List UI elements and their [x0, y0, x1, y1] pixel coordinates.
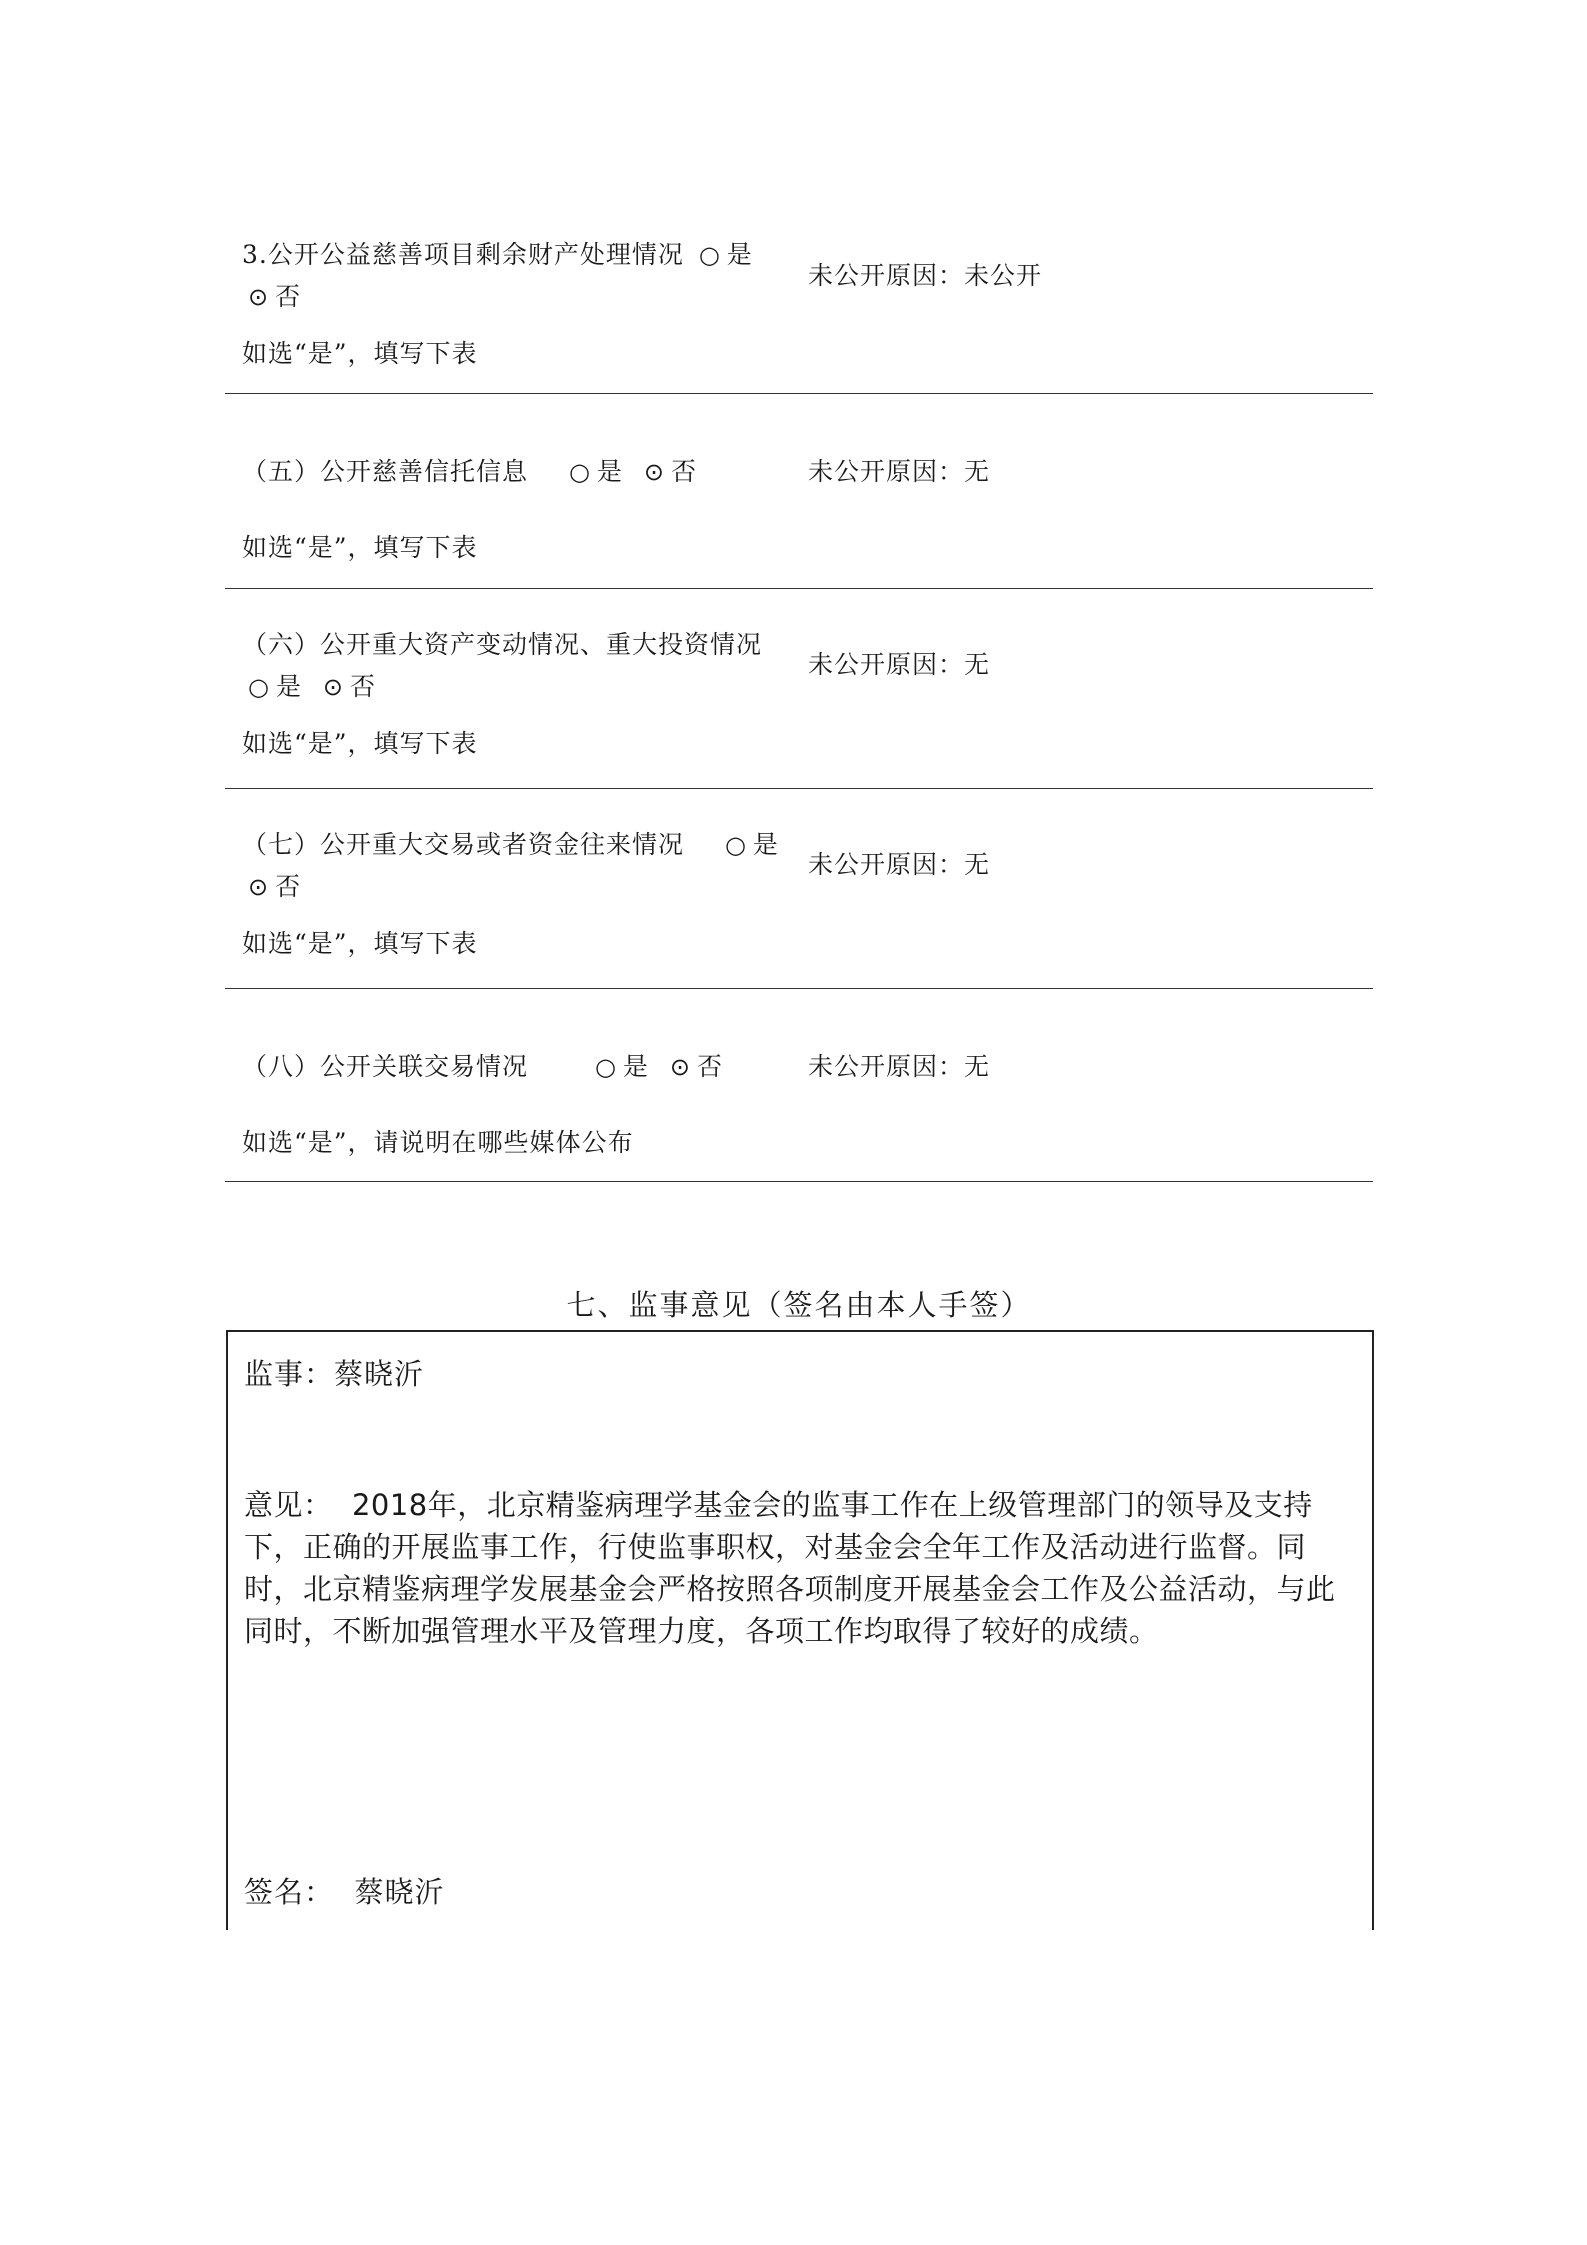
disclosure-section-related-transactions	[225, 989, 1373, 1182]
question-text: （六）公开重大资产变动情况、重大投资情况	[242, 630, 763, 659]
reason-label: 未公开原因：	[808, 650, 965, 679]
radio-selected-icon: ⊙	[669, 1053, 691, 1081]
fill-instruction: 如选“是”，填写下表	[242, 929, 478, 958]
radio-no[interactable]	[644, 451, 697, 493]
question-text: 3.公开公益慈善项目剩余财产处理情况	[242, 240, 684, 269]
disclosure-section-charitable-trust	[225, 394, 1373, 589]
radio-yes-label: 是	[596, 457, 623, 486]
reason-value: 无	[964, 1052, 991, 1081]
fill-instruction: 如选“是”，填写下表	[242, 339, 478, 368]
radio-selected-icon: ⊙	[248, 873, 270, 901]
section-title-supervisor-opinion: 七、监事意见（签名由本人手签）	[566, 1288, 1032, 1322]
radio-selected-icon: ⊙	[322, 673, 345, 701]
radio-no[interactable]	[323, 666, 376, 708]
disclosure-section-remaining-property	[225, 228, 1373, 394]
signature-name: 蔡晓沂	[354, 1875, 445, 1909]
disclosure-question	[242, 824, 787, 908]
supervisor-opinion-box	[226, 1330, 1374, 1930]
opinion-label: 意见：	[244, 1488, 333, 1522]
radio-yes[interactable]	[595, 1046, 649, 1088]
signature-line	[244, 1870, 444, 1911]
disclosure-section-major-transactions	[225, 789, 1373, 989]
radio-selected-icon: ⊙	[643, 458, 665, 486]
radio-yes-label: 是	[726, 240, 753, 269]
radio-selected-icon: ⊙	[248, 283, 270, 311]
radio-yes[interactable]	[248, 666, 302, 708]
reason-value: 无	[964, 650, 991, 679]
radio-no-label: 否	[350, 672, 377, 701]
reason-label: 未公开原因：	[808, 457, 965, 486]
radio-unselected-icon: ○	[248, 673, 270, 701]
radio-no[interactable]	[248, 276, 301, 318]
reason-label: 未公开原因：	[808, 850, 965, 879]
radio-unselected-icon: ○	[594, 1053, 617, 1081]
undisclosed-reason	[808, 644, 990, 686]
radio-no[interactable]	[670, 1046, 723, 1088]
disclosure-question	[242, 451, 802, 493]
reason-value: 无	[964, 850, 991, 879]
supervisor-name: 蔡晓沂	[334, 1357, 425, 1391]
radio-no-label: 否	[697, 1052, 724, 1081]
radio-yes-label: 是	[622, 1052, 649, 1081]
reason-label: 未公开原因：	[808, 261, 965, 290]
disclosure-question	[242, 1046, 802, 1088]
radio-no-label: 否	[275, 282, 302, 311]
disclosure-question	[242, 234, 787, 318]
fill-instruction: 如选“是”，填写下表	[242, 729, 478, 758]
question-text: （七）公开重大交易或者资金往来情况	[242, 830, 685, 859]
question-text: （五）公开慈善信托信息	[242, 457, 529, 486]
supervisor-line	[244, 1352, 424, 1393]
disclosure-question	[242, 624, 787, 708]
radio-unselected-icon: ○	[568, 458, 591, 486]
radio-yes-label: 是	[752, 830, 779, 859]
fill-instruction: 如选“是”，请说明在哪些媒体公布	[242, 1128, 634, 1157]
signature-label: 签名：	[244, 1875, 335, 1909]
supervisor-label: 监事：	[244, 1357, 335, 1391]
undisclosed-reason	[808, 255, 1042, 297]
fill-instruction: 如选“是”，填写下表	[242, 533, 478, 562]
disclosure-section-major-assets	[225, 589, 1373, 789]
undisclosed-reason	[808, 1046, 990, 1088]
question-text: （八）公开关联交易情况	[242, 1052, 529, 1081]
radio-yes[interactable]	[569, 451, 623, 493]
radio-unselected-icon: ○	[724, 831, 747, 859]
reason-label: 未公开原因：	[808, 1052, 965, 1081]
opinion-paragraph	[244, 1484, 1354, 1652]
radio-yes-label: 是	[275, 672, 302, 701]
reason-value: 未公开	[964, 261, 1043, 290]
radio-no-label: 否	[275, 872, 302, 901]
reason-value: 无	[964, 457, 991, 486]
radio-no-label: 否	[671, 457, 698, 486]
undisclosed-reason	[808, 451, 990, 493]
radio-unselected-icon: ○	[698, 241, 721, 269]
opinion-text: 2018年，北京精鉴病理学基金会的监事工作在上级管理部门的领导及支持下，正确的开展监事工作，行使监事职权，对基金会全年工作及活动进行监督。同时，北京精鉴病理学发展基金会严格按照各项制度开展基金会工作及公益活动，与此同时，不断加强管理水平及管理力度，各项工作均取得了较好的成绩。	[244, 1488, 1336, 1648]
radio-no[interactable]	[248, 866, 301, 908]
radio-yes[interactable]	[699, 234, 753, 276]
radio-yes[interactable]	[725, 824, 779, 866]
undisclosed-reason	[808, 844, 990, 886]
